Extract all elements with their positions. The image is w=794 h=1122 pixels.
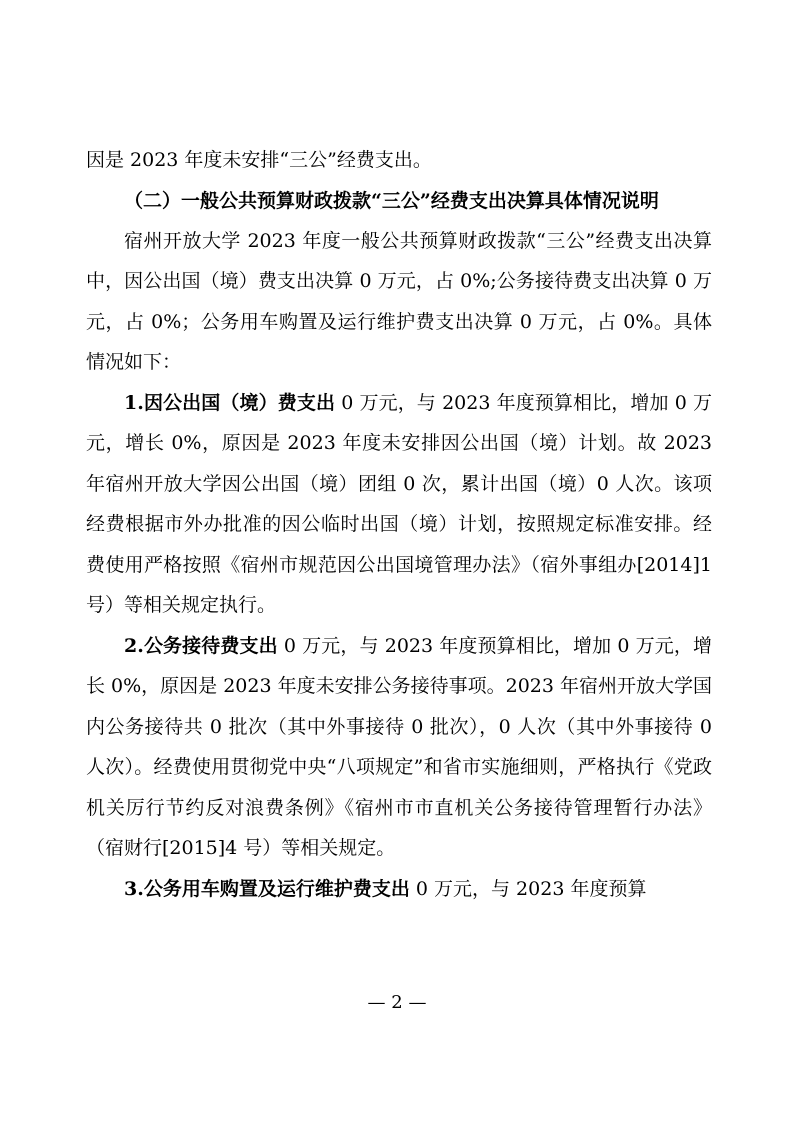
item-1-body: 0 万元，与 2023 年度预算相比，增加 0 万元，增长 0%，原因是 2023 年度未安排因公出国（境）计划。故 2023 年宿州开放大学因公出国（境）团组 0 次，累计出国（境）0 人次。该项经费根据市外办批准的因公临时出国（境）计划，按照规定标准安排。经费使用严格按照《宿州市规范因公出国境管理办法》（宿外事组办[2014]1 号）等相关规定执行。 bbox=[86, 391, 712, 616]
paragraph-item-1 bbox=[86, 383, 712, 626]
paragraph-continuation: 因是 2023 年度未安排“三公”经费支出。 bbox=[86, 149, 432, 171]
section-heading: （二）一般公共预算财政拨款“三公”经费支出决算具体情况说明 bbox=[124, 189, 659, 212]
page-number: — 2 — bbox=[367, 992, 427, 1013]
paragraph-summary: 宿州开放大学 2023 年度一般公共预算财政拨款“三公”经费支出决算中，因公出国（境）费支出决算 0 万元，占 0%;公务接待费支出决算 0 万元，占 0%；公务用车购置及运行维护费支出决算 0 万元，占 0%。具体情况如下： bbox=[86, 229, 712, 373]
item-3-lead: 3.公务用车购置及运行维护费支出 bbox=[124, 877, 410, 900]
item-3-body: 0 万元，与 2023 年度预算 bbox=[409, 877, 647, 900]
document-body bbox=[86, 140, 712, 909]
item-2-body: 0 万元，与 2023 年度预算相比，增加 0 万元，增长 0%，原因是 2023 年度未安排公务接待事项。2023 年宿州开放大学国内公务接待共 0 批次（其中外事接待 0 批次），0 人次（其中外事接待 0 人次）。经费使用贯彻党中央“八项规定”和省市实施细则，严格执行《党政机关厉行节约反对浪费条例》《宿州市市直机关公务接待管理暂行办法》（宿财行[2015]4 号）等相关规定。 bbox=[86, 634, 713, 859]
paragraph-item-3 bbox=[86, 869, 712, 910]
item-2-lead: 2.公务接待费支出 bbox=[124, 634, 278, 657]
paragraph-item-2 bbox=[86, 626, 712, 869]
item-1-lead: 1.因公出国（境）费支出 bbox=[124, 391, 336, 414]
